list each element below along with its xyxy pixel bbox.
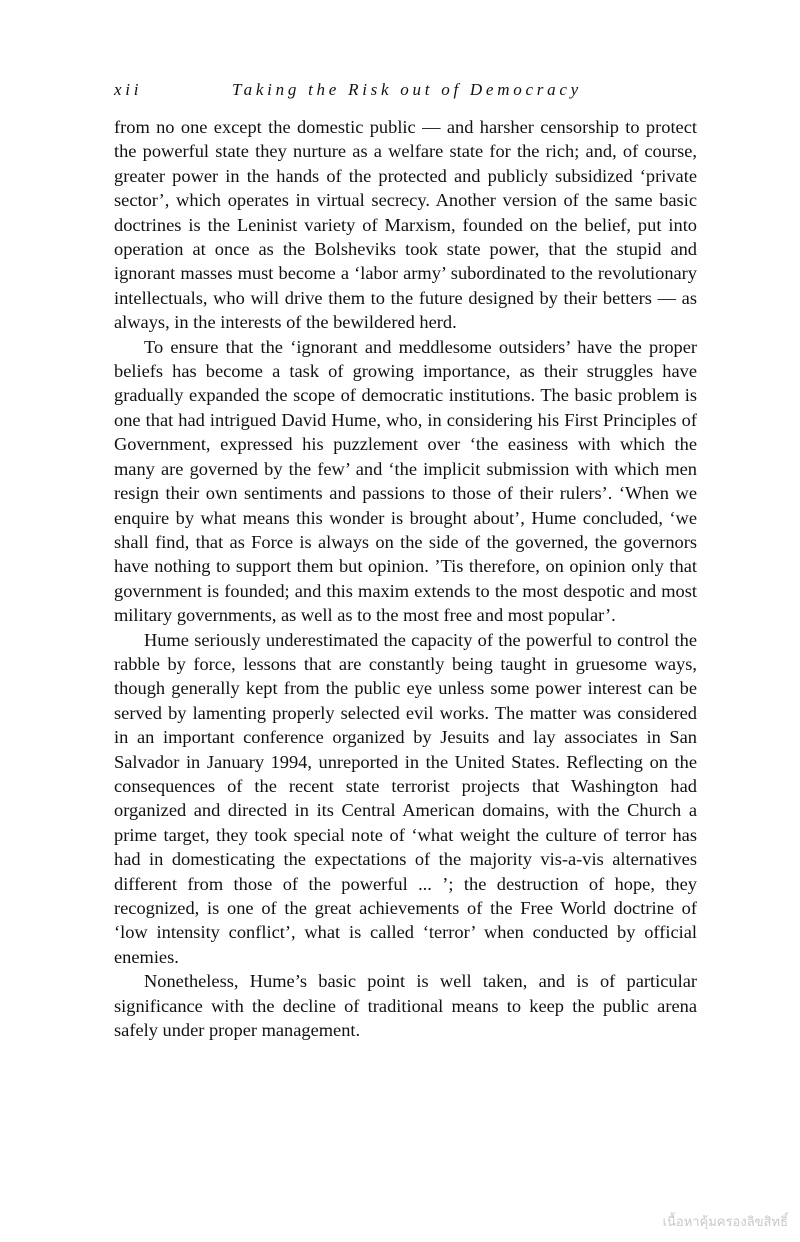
paragraph-3: Hume seriously underestimated the capacity of the powerful to control the rabble by force, lessons that are constantly being taught in gruesome ways, though generally kept from the public eye unless some power interest can be served by lamenting properly selected evil works. The matter was considered in an important conference organized by Jesuits and lay associates in San Salvador in January 1994, unreported in the United States. Reflecting on the consequences of the recent state terrorist projects that Washington had organized and directed in its Central American domains, with the Church a prime target, they took special note of ‘what weight the culture of terror has had in domesticating the expectations of the majority vis-a-vis alternatives different from those of the powerful ... ’; the destruction of hope, they recognized, is one of the great achievements of the Free World doctrine of ‘low intensity conflict’, what is called ‘terror’ when conducted by official enemies. (114, 629, 697, 967)
paragraph-2: To ensure that the ‘ignorant and meddlesome outsiders’ have the proper beliefs has become a task of growing importance, as their struggles have gradually expanded the scope of democratic institutions. The basic problem is one that had intrigued David Hume, who, in considering his First Principles of Government, expressed his puzzlement over ‘the easiness with which the many are governed by the few’ and ‘the implicit submission with which men resign their own sentiments and passions to those of their rulers’. ‘When we enquire by what means this wonder is brought about’, Hume concluded, ‘we shall find, that as Force is always on the side of the governed, the governors have nothing to support them but opinion. ’Tis therefore, on opinion only that government is founded; and this maxim extends to the most despotic and most military governments, as well as to the most free and most popular’. (114, 336, 697, 626)
running-title: Taking the Risk out of Democracy (232, 80, 582, 99)
page-number: xii (114, 80, 143, 99)
paragraph-1: from no one except the domestic public — and harsher censorship to protect the powerful state they nurture as a welfare state for the rich; and, of course, greater power in the hands of the protected and publicly subsidized ‘private sector’, which operates in virtual secrecy. Another version of the same basic doctrines is the Leninist variety of Marxism, founded on the belief, put into operation at once as the Bolsheviks took state power, that the stupid and ignorant masses must become a ‘labor army’ subordinated to the revolutionary intellectuals, who will drive them to the future designed by their betters — as always, in the interests of the bewildered herd. (114, 117, 697, 333)
body-text (114, 115, 697, 1042)
running-head (114, 78, 714, 102)
paragraph-4: Nonetheless, Hume’s basic point is well taken, and is of particular significance with the decline of traditional means to keep the public arena safely under proper management. (114, 971, 697, 1041)
copyright-watermark: เนื้อหาคุ้มครองลิขสิทธิ์ (662, 1215, 788, 1230)
